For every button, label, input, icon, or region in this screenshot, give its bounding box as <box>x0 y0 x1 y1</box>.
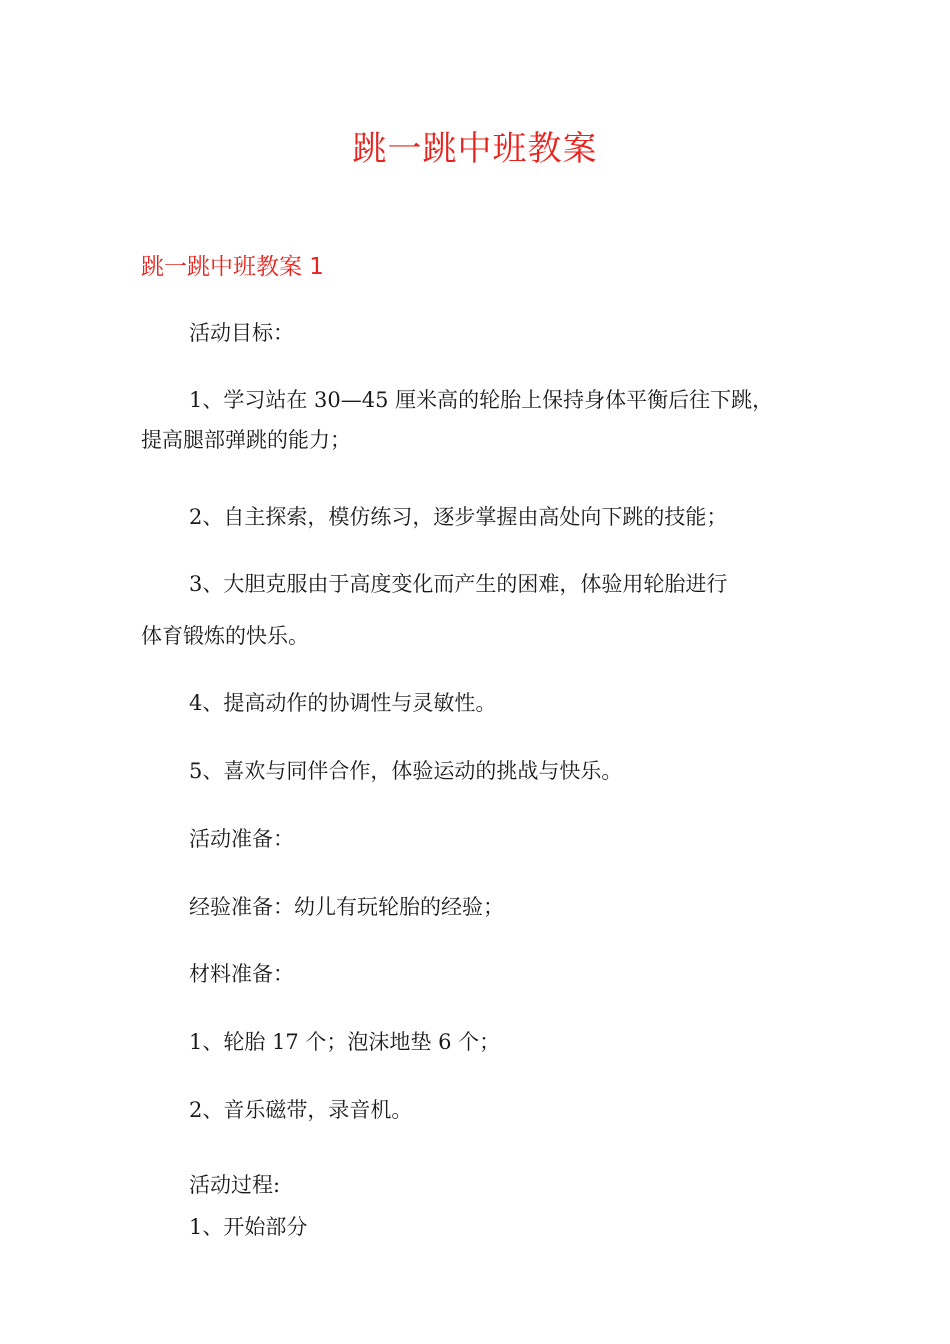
paragraph-goal-2 <box>141 491 869 543</box>
paragraph-activity-goals <box>141 307 869 359</box>
text-line: 5、喜欢与同伴合作，体验运动的挑战与快乐。 <box>189 759 623 783</box>
text-line: 3、大胆克服由于高度变化而产生的困难，体验用轮胎进行 <box>189 572 728 596</box>
document-title: 跳一跳中班教案 <box>352 129 598 169</box>
text-line: 材料准备： <box>189 962 294 986</box>
text-line: 提高腿部弹跳的能力； <box>141 428 351 452</box>
text-line: 1、轮胎 17 个；泡沫地垫 6 个； <box>189 1030 501 1054</box>
paragraph-material-1 <box>141 1016 869 1068</box>
text-line: 1、开始部分 <box>189 1215 308 1239</box>
paragraph-material-2 <box>141 1084 869 1136</box>
text-line: 2、音乐磁带，录音机。 <box>189 1098 413 1122</box>
text-line: 2、自主探索，模仿练习，逐步掌握由高处向下跳的技能； <box>189 505 728 529</box>
paragraph-process-1 <box>141 1201 869 1253</box>
text-line: 活动目标： <box>189 321 294 345</box>
paragraph-material-prep <box>141 948 869 1000</box>
text-line: 活动准备： <box>189 827 294 851</box>
paragraph-goal-4 <box>141 677 869 729</box>
text-line: 4、提高动作的协调性与灵敏性。 <box>189 691 497 715</box>
paragraph-goal-3 <box>141 558 821 662</box>
paragraph-goal-1 <box>141 374 821 466</box>
paragraph-goal-5 <box>141 745 869 797</box>
paragraph-experience-prep <box>141 881 869 933</box>
section-heading: 跳一跳中班教案 1 <box>141 254 324 280</box>
text-line: 1、学习站在 30—45 厘米高的轮胎上保持身体平衡后往下跳， <box>189 388 774 412</box>
text-line: 体育锻炼的快乐。 <box>141 624 309 648</box>
text-line: 经验准备：幼儿有玩轮胎的经验； <box>189 895 504 919</box>
text-line: 活动过程: <box>189 1173 281 1197</box>
paragraph-activity-prep <box>141 813 869 865</box>
